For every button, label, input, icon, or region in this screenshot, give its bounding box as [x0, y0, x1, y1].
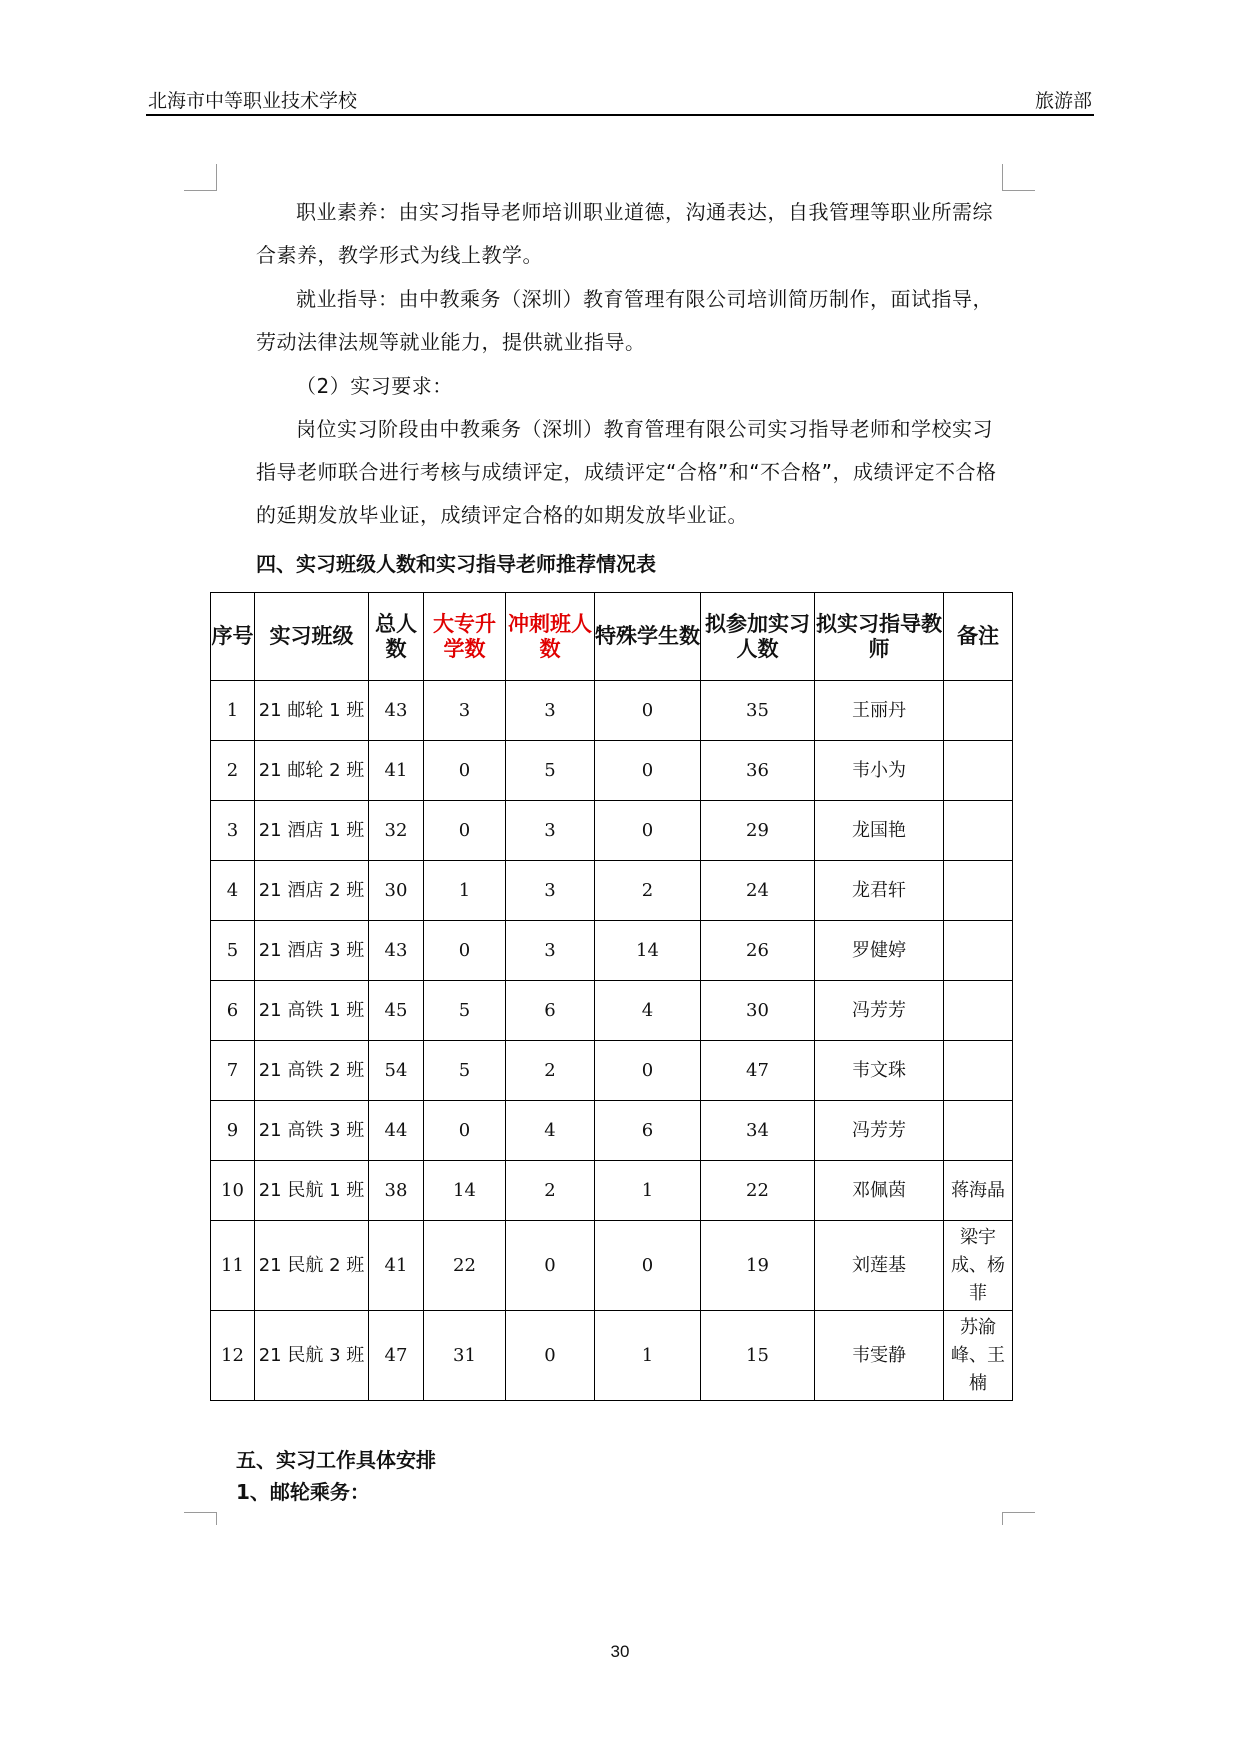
cell-serial: 7: [211, 1041, 255, 1101]
cell-class: 21 民航 2 班: [255, 1221, 369, 1311]
cell-intern: 24: [701, 861, 815, 921]
cell-teacher: 罗健婷: [815, 921, 944, 981]
cell-special: 0: [595, 801, 701, 861]
table-row: [211, 921, 1013, 981]
cell-note: [944, 1041, 1013, 1101]
cell-note: 梁宇成、杨菲: [944, 1221, 1013, 1311]
cell-class: 21 高铁 2 班: [255, 1041, 369, 1101]
cell-total: 43: [369, 921, 424, 981]
table-row: [211, 681, 1013, 741]
cell-note: [944, 921, 1013, 981]
cell-serial: 10: [211, 1161, 255, 1221]
cell-serial: 3: [211, 801, 255, 861]
table-row: [211, 981, 1013, 1041]
cell-college: 31: [424, 1311, 506, 1401]
corner-mark-bottom-left: [184, 1512, 217, 1525]
header-intern: 拟参加实习人数: [701, 593, 815, 681]
cell-sprint: 0: [506, 1311, 595, 1401]
cell-intern: 22: [701, 1161, 815, 1221]
table-header-row: [211, 593, 1013, 681]
table-row: [211, 1221, 1013, 1311]
paragraph-text: 岗位实习阶段由中教乘务（深圳）教育管理有限公司实习指导老师和学校实习指导老师联合进行考核与成绩评定，成绩评定“合格”和“不合格”，成绩评定不合格的延期发放毕业证，成绩评定合格的如期发放毕业证。: [256, 417, 997, 527]
table-row: [211, 1041, 1013, 1101]
cell-teacher: 韦文珠: [815, 1041, 944, 1101]
cell-teacher: 刘莲基: [815, 1221, 944, 1311]
cell-class: 21 民航 3 班: [255, 1311, 369, 1401]
cell-college: 14: [424, 1161, 506, 1221]
table-row: [211, 861, 1013, 921]
cell-intern: 29: [701, 801, 815, 861]
cell-special: 0: [595, 1221, 701, 1311]
cell-total: 47: [369, 1311, 424, 1401]
cell-college: 0: [424, 801, 506, 861]
cell-sprint: 3: [506, 921, 595, 981]
cell-special: 1: [595, 1311, 701, 1401]
cell-special: 0: [595, 741, 701, 801]
cell-class: 21 酒店 2 班: [255, 861, 369, 921]
cell-total: 38: [369, 1161, 424, 1221]
cell-teacher: 冯芳芳: [815, 1101, 944, 1161]
cell-total: 43: [369, 681, 424, 741]
table-row: [211, 1161, 1013, 1221]
cell-teacher: 邓佩茵: [815, 1161, 944, 1221]
cell-sprint: 3: [506, 861, 595, 921]
cell-college: 0: [424, 741, 506, 801]
table-row: [211, 741, 1013, 801]
cell-note: [944, 681, 1013, 741]
cell-special: 0: [595, 1041, 701, 1101]
cell-intern: 36: [701, 741, 815, 801]
cell-intern: 34: [701, 1101, 815, 1161]
cell-intern: 35: [701, 681, 815, 741]
cell-serial: 9: [211, 1101, 255, 1161]
header-sprint: 冲刺班人数: [506, 593, 595, 681]
section-5-subtitle: 1、邮轮乘务：: [236, 1480, 370, 1504]
header-total: 总人数: [369, 593, 424, 681]
cell-class: 21 高铁 1 班: [255, 981, 369, 1041]
cell-class: 21 邮轮 2 班: [255, 741, 369, 801]
cell-sprint: 0: [506, 1221, 595, 1311]
cell-teacher: 王丽丹: [815, 681, 944, 741]
cell-total: 41: [369, 1221, 424, 1311]
cell-special: 0: [595, 681, 701, 741]
cell-special: 2: [595, 861, 701, 921]
cell-serial: 6: [211, 981, 255, 1041]
corner-mark-top-left: [184, 164, 217, 191]
cell-sprint: 3: [506, 681, 595, 741]
paragraph-requirements-heading: [256, 365, 1008, 408]
cell-special: 1: [595, 1161, 701, 1221]
cell-total: 45: [369, 981, 424, 1041]
cell-teacher: 冯芳芳: [815, 981, 944, 1041]
section-4-title: 四、实习班级人数和实习指导老师推荐情况表: [256, 552, 656, 576]
cell-sprint: 3: [506, 801, 595, 861]
cell-college: 1: [424, 861, 506, 921]
cell-serial: 1: [211, 681, 255, 741]
cell-note: [944, 1101, 1013, 1161]
cell-intern: 47: [701, 1041, 815, 1101]
header-serial: 序号: [211, 593, 255, 681]
cell-class: 21 高铁 3 班: [255, 1101, 369, 1161]
cell-college: 3: [424, 681, 506, 741]
cell-note: 蒋海晶: [944, 1161, 1013, 1221]
corner-mark-top-right: [1002, 164, 1035, 191]
cell-class: 21 邮轮 1 班: [255, 681, 369, 741]
cell-note: [944, 741, 1013, 801]
cell-note: [944, 801, 1013, 861]
section-5-title: 五、实习工作具体安排: [236, 1448, 436, 1472]
paragraph-text: （2）实习要求：: [296, 374, 453, 398]
header-note: 备注: [944, 593, 1013, 681]
table-row: [211, 1101, 1013, 1161]
cell-college: 5: [424, 981, 506, 1041]
header-department: 旅游部: [1034, 90, 1092, 112]
cell-college: 22: [424, 1221, 506, 1311]
cell-total: 54: [369, 1041, 424, 1101]
cell-total: 32: [369, 801, 424, 861]
paragraph-assessment: [256, 408, 1008, 537]
cell-special: 6: [595, 1101, 701, 1161]
cell-intern: 26: [701, 921, 815, 981]
cell-intern: 19: [701, 1221, 815, 1311]
cell-teacher: 韦小为: [815, 741, 944, 801]
cell-college: 0: [424, 921, 506, 981]
paragraph-employment-guidance: [256, 278, 1008, 364]
table-row: [211, 801, 1013, 861]
cell-class: 21 酒店 1 班: [255, 801, 369, 861]
cell-college: 0: [424, 1101, 506, 1161]
cell-special: 4: [595, 981, 701, 1041]
header-special: 特殊学生数: [595, 593, 701, 681]
cell-note: [944, 861, 1013, 921]
internship-class-table: [210, 592, 1013, 1401]
table-row: [211, 1311, 1013, 1401]
cell-total: 30: [369, 861, 424, 921]
header-school-name: 北海市中等职业技术学校: [148, 90, 358, 112]
cell-serial: 5: [211, 921, 255, 981]
cell-note: 苏渝峰、王楠: [944, 1311, 1013, 1401]
cell-total: 44: [369, 1101, 424, 1161]
cell-sprint: 6: [506, 981, 595, 1041]
header-rule: [146, 114, 1094, 116]
cell-total: 41: [369, 741, 424, 801]
cell-class: 21 民航 1 班: [255, 1161, 369, 1221]
cell-intern: 15: [701, 1311, 815, 1401]
cell-note: [944, 981, 1013, 1041]
cell-serial: 11: [211, 1221, 255, 1311]
cell-class: 21 酒店 3 班: [255, 921, 369, 981]
page-number: 30: [610, 1642, 630, 1661]
paragraph-text: 职业素养：由实习指导老师培训职业道德，沟通表达，自我管理等职业所需综合素养，教学形式为线上教学。: [256, 200, 993, 267]
cell-serial: 12: [211, 1311, 255, 1401]
cell-sprint: 4: [506, 1101, 595, 1161]
cell-serial: 4: [211, 861, 255, 921]
cell-sprint: 2: [506, 1161, 595, 1221]
cell-sprint: 5: [506, 741, 595, 801]
header-college: 大专升学数: [424, 593, 506, 681]
corner-mark-bottom-right: [1002, 1512, 1035, 1525]
cell-college: 5: [424, 1041, 506, 1101]
header-class: 实习班级: [255, 593, 369, 681]
cell-teacher: 龙君轩: [815, 861, 944, 921]
paragraph-text: 就业指导：由中教乘务（深圳）教育管理有限公司培训简历制作，面试指导，劳动法律法规等就业能力，提供就业指导。: [256, 287, 993, 354]
paragraph-professional-quality: [256, 191, 1008, 277]
cell-special: 14: [595, 921, 701, 981]
cell-teacher: 龙国艳: [815, 801, 944, 861]
cell-intern: 30: [701, 981, 815, 1041]
cell-serial: 2: [211, 741, 255, 801]
header-teacher: 拟实习指导教师: [815, 593, 944, 681]
cell-teacher: 韦雯静: [815, 1311, 944, 1401]
cell-sprint: 2: [506, 1041, 595, 1101]
